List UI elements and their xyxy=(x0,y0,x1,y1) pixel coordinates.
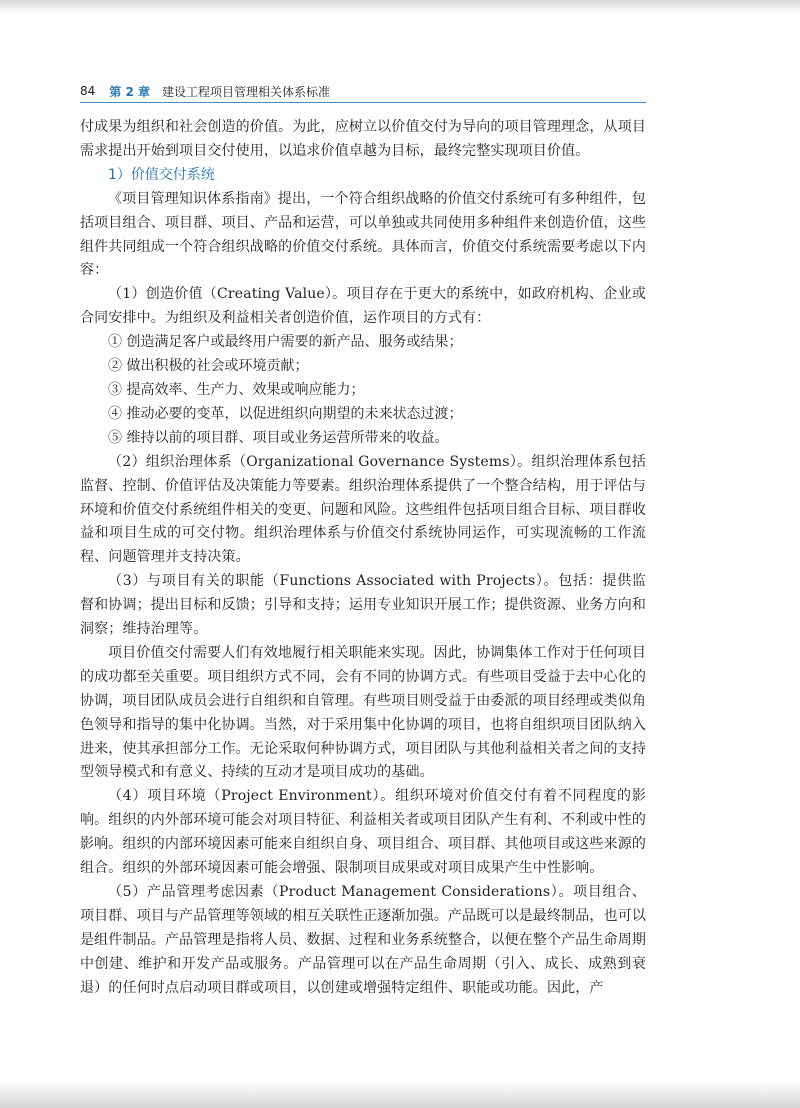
paragraph-environment: （4）项目环境（Project Environment）。组织环境对价值交付有着不同程度的影响。组织的内外部环境可能会对项目特征、利益相关者或项目团队产生有利、不利或中性的影响。组织的内部环境因素可能来自组织自身、项目组合、项目群、其他项目或这些来源的组合。组织的外部环境因素可能会增强、限制项目成果或对项目成果产生中性影响。 xyxy=(80,788,646,877)
paragraph-functions: （3）与项目有关的职能（Functions Associated with Projects）。包括：提供监督和协调；提出目标和反馈；引导和支持；运用专业知识开展工作；提供资源、业务方向和洞察；维持治理等。 xyxy=(80,573,646,638)
running-header xyxy=(80,80,646,103)
chapter-label: 第 2 章 xyxy=(109,84,150,99)
section-heading: 1）价值交付系统 xyxy=(108,166,215,183)
scan-edge-bottom xyxy=(0,1080,800,1108)
paragraph-intro: 《项目管理知识体系指南》提出，一个符合组织战略的价值交付系统可有多种组件，包括项目组合、项目群、项目、产品和运营，可以单独或共同使用多种组件来创造价值，这些组件共同组成一个符合组织战略的价值交付系统。具体而言，价值交付系统需要考虑以下内容： xyxy=(80,190,646,279)
paragraph-creating-value: （1）创造价值（Creating Value）。项目存在于更大的系统中，如政府机构、企业或合同安排中。为组织及利益相关者创造价值，运作项目的方式有： xyxy=(80,286,646,327)
paragraph-continued: 付成果为组织和社会创造的价值。为此，应树立以价值交付为导向的项目管理理念，从项目需求提出开始到项目交付使用，以追求价值卓越为目标，最终完整实现项目价值。 xyxy=(80,119,646,159)
chapter-title: 建设工程项目管理相关体系标准 xyxy=(162,84,331,99)
list-item: ① 创造满足客户或最终用户需要的新产品、服务或结果； xyxy=(108,334,463,351)
paragraph-governance: （2）组织治理体系（Organizational Governance Systems）。组织治理体系包括监督、控制、价值评估及决策能力等要素。组织治理体系提供了一个整合结构，用于评估与环境和价值交付系统组件相关的变更、问题和风险。这些组件包括项目组合目标、项目群收益和项目生成的可交付物。组织治理体系与价值交付系统协同运作，可实现流畅的工作流程、问题管理并支持决策。 xyxy=(80,453,646,566)
paragraph-coordination: 项目价值交付需要人们有效地履行相关职能来实现。因此，协调集体工作对于任何项目的成功都至关重要。项目组织方式不同，会有不同的协调方式。有些项目受益于去中心化的协调，项目团队成员会进行自组织和自管理。有些项目则受益于由委派的项目经理或类似角色领导和指导的集中化协调。当然，对于采用集中化协调的项目，也将自组织项目团队纳入进来，使其承担部分工作。无论采取何种协调方式，项目团队与其他利益相关者之间的支持型领导模式和有意义、持续的互动才是项目成功的基础。 xyxy=(80,644,646,781)
list-item: ② 做出积极的社会或环境贡献； xyxy=(108,358,309,375)
page-body xyxy=(80,116,646,1001)
list-item: ⑤ 维持以前的项目群、项目或业务运营所带来的收益。 xyxy=(108,429,449,446)
scan-edge-top xyxy=(0,0,800,16)
list-item: ③ 提高效率、生产力、效果或响应能力； xyxy=(108,381,365,398)
list-item: ④ 推动必要的变革，以促进组织向期望的未来状态过渡； xyxy=(108,405,463,422)
page-number: 84 xyxy=(80,84,96,98)
paragraph-product-management: （5）产品管理考虑因素（Product Management Considerations）。项目组合、项目群、项目与产品管理等领域的相互关联性正逐渐加强。产品既可以是最终制品，也可以是组件制品。产品管理是指将人员、数据、过程和业务系统整合，以便在整个产品生命周期中创建、维护和开发产品或服务。产品管理可以在产品生命周期（引入、成长、成熟到衰退）的任何时点启动项目群或项目，以创建或增强特定组件、职能或功能。因此，产 xyxy=(80,884,646,996)
